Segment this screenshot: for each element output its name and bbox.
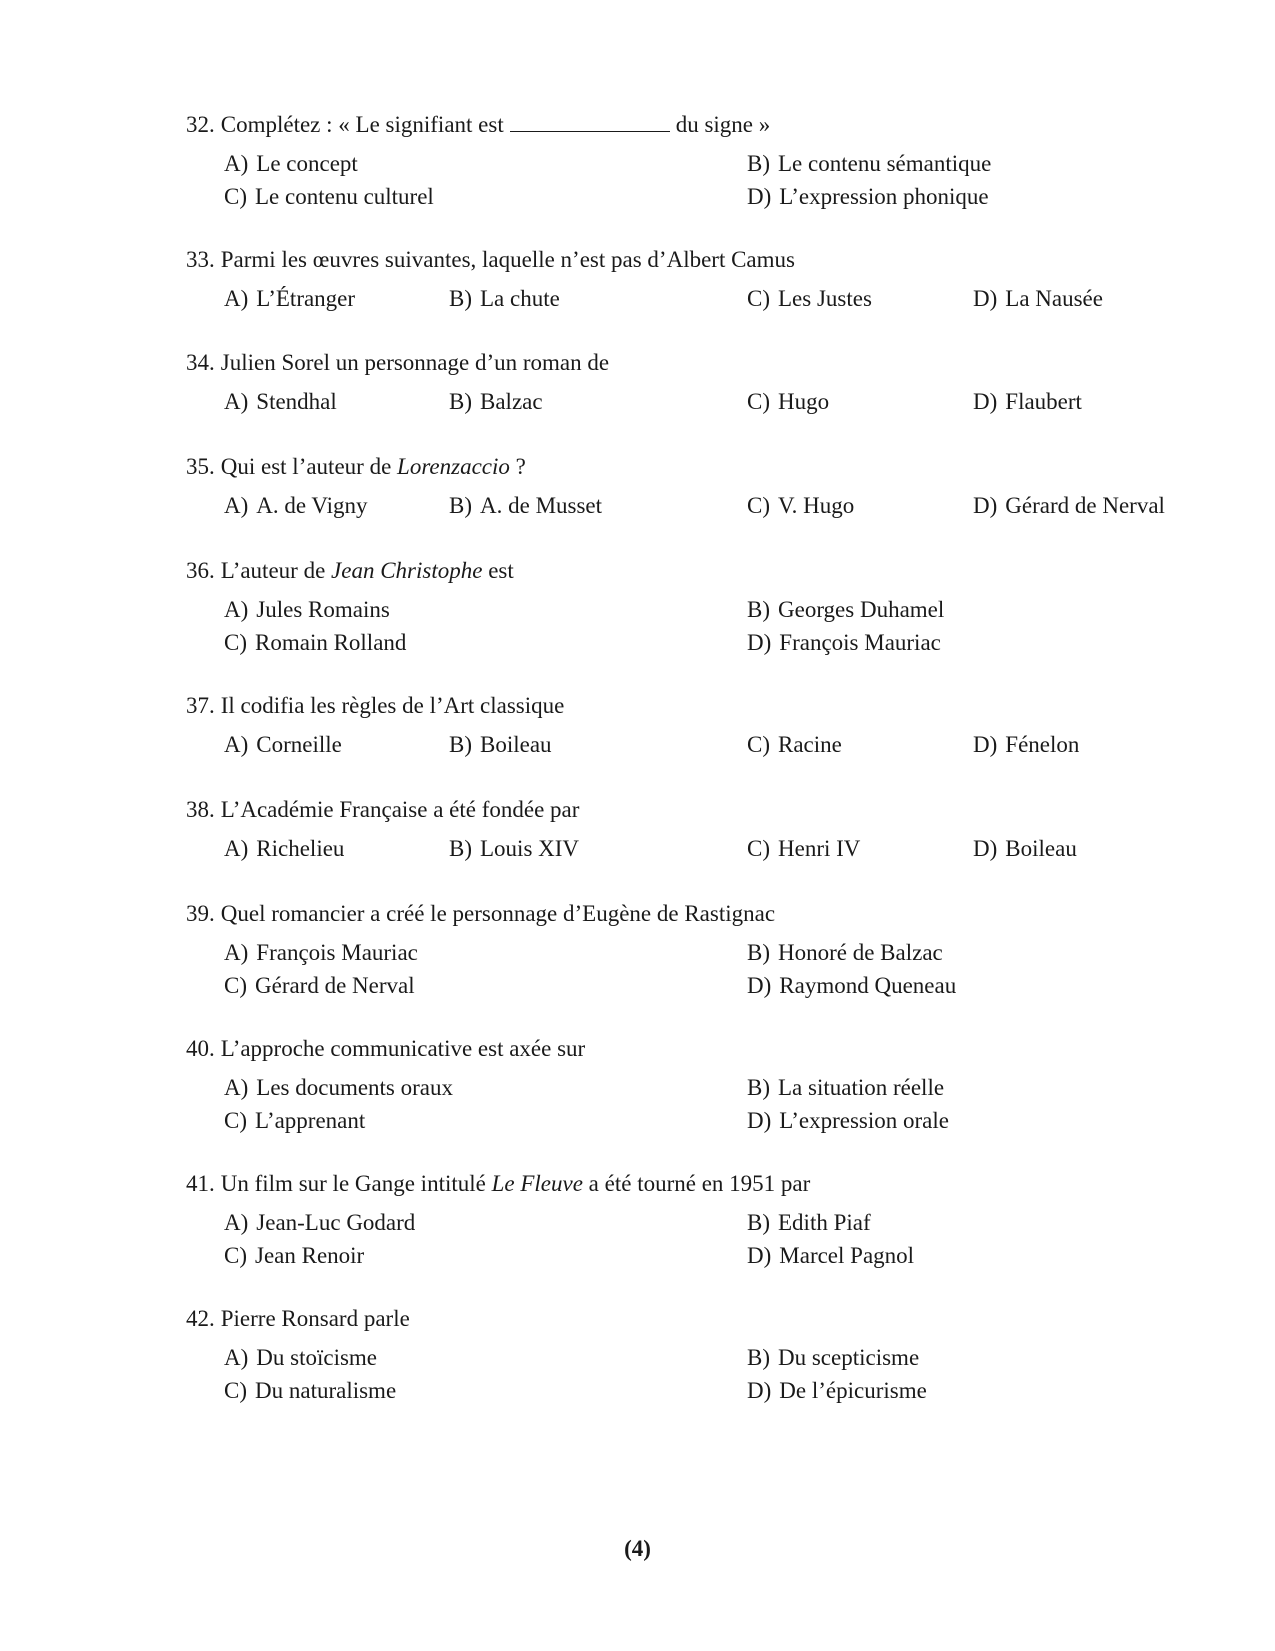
option-letter: C) [224,630,247,655]
option-letter: C) [224,1243,247,1268]
option-a [224,595,390,625]
question-36 [186,554,1226,655]
option-text: Le contenu sémantique [778,151,992,176]
stem-text-end: ? [515,454,526,479]
option-b [747,1208,871,1238]
option-letter: A) [224,1345,249,1370]
option-letter: A) [224,286,249,311]
option-letter: D) [973,836,998,861]
option-text: Les Justes [778,286,872,311]
option-text: La situation réelle [778,1075,945,1100]
question-32 [186,108,1226,209]
question-number: 37. [186,693,215,718]
option-text: Racine [778,732,842,757]
question-37 [186,689,1226,757]
option-letter: B) [747,151,770,176]
question-stem [186,108,1226,142]
option-b [747,149,991,179]
option-letter: D) [747,184,772,209]
option-letter: A) [224,389,249,414]
option-text: Georges Duhamel [778,597,945,622]
stem-text-end: a été tourné en 1951 par [588,1171,811,1196]
option-b [747,1343,919,1373]
option-b [449,730,552,760]
option-text: De l’épicurisme [779,1378,927,1403]
question-stem [186,450,1226,484]
option-letter: C) [747,389,770,414]
option-d [747,628,941,658]
option-letter: C) [747,493,770,518]
option-text: La Nausée [1005,286,1103,311]
question-stem [186,793,1226,827]
option-text: Raymond Queneau [779,973,957,998]
option-text: Honoré de Balzac [778,940,943,965]
page-number: (4) [624,1536,651,1561]
question-39 [186,897,1226,998]
option-c [747,730,842,760]
option-text: Boileau [480,732,552,757]
option-text: Henri IV [778,836,861,861]
option-letter: A) [224,1210,249,1235]
stem-text: Il codifia les règles de l’Art classique [220,693,565,718]
option-letter: B) [449,732,472,757]
stem-text-end: du signe » [675,112,771,137]
stem-text: Un film sur le Gange intitulé [220,1171,486,1196]
option-c [224,628,406,658]
question-stem [186,243,1226,277]
question-number: 40. [186,1036,215,1061]
option-c [224,1241,364,1271]
option-letter: D) [747,1108,772,1133]
option-text: Flaubert [1005,389,1082,414]
option-letter: D) [747,973,772,998]
option-text: La chute [480,286,560,311]
work-title: Lorenzaccio [397,454,510,479]
option-letter: A) [224,151,249,176]
option-b [747,1073,944,1103]
option-d [973,730,1079,760]
option-c [224,182,434,212]
option-text: Fénelon [1005,732,1080,757]
option-letter: C) [224,1108,247,1133]
option-letter: B) [449,836,472,861]
option-text: Richelieu [256,836,345,861]
question-number: 35. [186,454,215,479]
option-letter: C) [747,286,770,311]
option-d [747,1376,927,1406]
option-text: V. Hugo [778,493,855,518]
stem-text: Qui est l’auteur de [220,454,392,479]
option-c [747,834,860,864]
question-42 [186,1302,1226,1403]
stem-text: Pierre Ronsard parle [220,1306,410,1331]
option-text: Hugo [778,389,830,414]
option-text: Jean-Luc Godard [256,1210,416,1235]
option-d [973,387,1082,417]
question-34 [186,346,1226,414]
option-letter: D) [973,286,998,311]
option-text: Les documents oraux [256,1075,454,1100]
option-text: Jules Romains [256,597,390,622]
stem-text: Quel romancier a créé le personnage d’Eugène de Rastignac [220,901,776,926]
stem-text: L’auteur de [220,558,326,583]
option-text: Romain Rolland [255,630,407,655]
option-text: L’expression phonique [779,184,989,209]
question-stem [186,1302,1226,1336]
option-b [747,938,943,968]
question-stem [186,897,1226,931]
option-a [224,834,344,864]
question-stem [186,346,1226,380]
question-number: 42. [186,1306,215,1331]
option-d [973,491,1165,521]
question-number: 32. [186,112,215,137]
work-title: Jean Christophe [331,558,483,583]
option-c [224,1106,365,1136]
question-stem [186,1032,1226,1066]
option-text: L’expression orale [779,1108,949,1133]
option-text: Le concept [256,151,358,176]
question-stem [186,689,1226,723]
option-letter: A) [224,1075,249,1100]
option-letter: D) [973,732,998,757]
option-a [224,284,355,314]
option-d [747,1241,914,1271]
question-number: 33. [186,247,215,272]
stem-text: Parmi les œuvres suivantes, laquelle n’est pas d’Albert Camus [220,247,795,272]
option-a [224,1208,415,1238]
option-d [973,284,1103,314]
question-number: 39. [186,901,215,926]
option-a [224,387,337,417]
question-stem [186,1167,1226,1201]
option-letter: A) [224,732,249,757]
option-d [747,1106,949,1136]
option-text: Marcel Pagnol [779,1243,915,1268]
option-b [449,834,579,864]
option-b [747,595,944,625]
option-b [449,284,560,314]
option-text: Boileau [1005,836,1077,861]
option-letter: C) [224,973,247,998]
question-number: 36. [186,558,215,583]
option-text: L’Étranger [256,286,356,311]
option-text: Du stoïcisme [256,1345,378,1370]
option-text: Edith Piaf [778,1210,871,1235]
option-text: L’apprenant [255,1108,366,1133]
question-40 [186,1032,1226,1133]
option-letter: C) [224,1378,247,1403]
question-number: 38. [186,797,215,822]
option-c [224,971,415,1001]
question-35 [186,450,1226,518]
option-a [224,730,342,760]
option-text: Balzac [480,389,543,414]
option-letter: A) [224,836,249,861]
option-text: Du scepticisme [778,1345,920,1370]
question-number: 41. [186,1171,215,1196]
option-text: Jean Renoir [255,1243,365,1268]
option-letter: B) [747,940,770,965]
option-letter: B) [747,597,770,622]
option-a [224,1343,377,1373]
option-letter: A) [224,597,249,622]
option-letter: C) [747,836,770,861]
option-letter: B) [449,493,472,518]
option-b [449,387,543,417]
fill-in-blank [510,109,670,132]
work-title: Le Fleuve [491,1171,583,1196]
option-letter: B) [747,1075,770,1100]
option-a [224,491,368,521]
option-letter: C) [747,732,770,757]
stem-text: Complétez : « Le signifiant est [220,112,504,137]
option-d [973,834,1077,864]
option-b [449,491,602,521]
option-c [747,284,872,314]
option-a [224,149,358,179]
stem-text: L’Académie Française a été fondée par [220,797,580,822]
stem-text: L’approche communicative est axée sur [220,1036,586,1061]
option-c [747,387,829,417]
option-letter: C) [224,184,247,209]
question-number: 34. [186,350,215,375]
stem-text: Julien Sorel un personnage d’un roman de [220,350,610,375]
option-letter: D) [747,630,772,655]
option-text: Louis XIV [480,836,580,861]
option-letter: D) [973,493,998,518]
option-d [747,182,989,212]
option-text: A. de Musset [480,493,603,518]
option-letter: B) [747,1210,770,1235]
option-text: François Mauriac [256,940,418,965]
option-letter: D) [973,389,998,414]
option-d [747,971,956,1001]
question-38 [186,793,1226,861]
option-letter: B) [747,1345,770,1370]
question-41 [186,1167,1226,1268]
question-stem [186,554,1226,588]
option-text: Stendhal [256,389,337,414]
option-letter: D) [747,1243,772,1268]
option-text: François Mauriac [779,630,941,655]
option-letter: B) [449,286,472,311]
option-letter: D) [747,1378,772,1403]
option-letter: A) [224,940,249,965]
option-letter: A) [224,493,249,518]
stem-text-end: est [488,558,514,583]
question-33 [186,243,1226,311]
option-text: Du naturalisme [255,1378,397,1403]
option-text: Gérard de Nerval [255,973,415,998]
option-text: Corneille [256,732,342,757]
option-text: Le contenu culturel [255,184,434,209]
option-text: A. de Vigny [256,493,368,518]
option-c [747,491,854,521]
option-letter: B) [449,389,472,414]
option-c [224,1376,396,1406]
option-a [224,938,418,968]
option-text: Gérard de Nerval [1005,493,1165,518]
option-a [224,1073,453,1103]
